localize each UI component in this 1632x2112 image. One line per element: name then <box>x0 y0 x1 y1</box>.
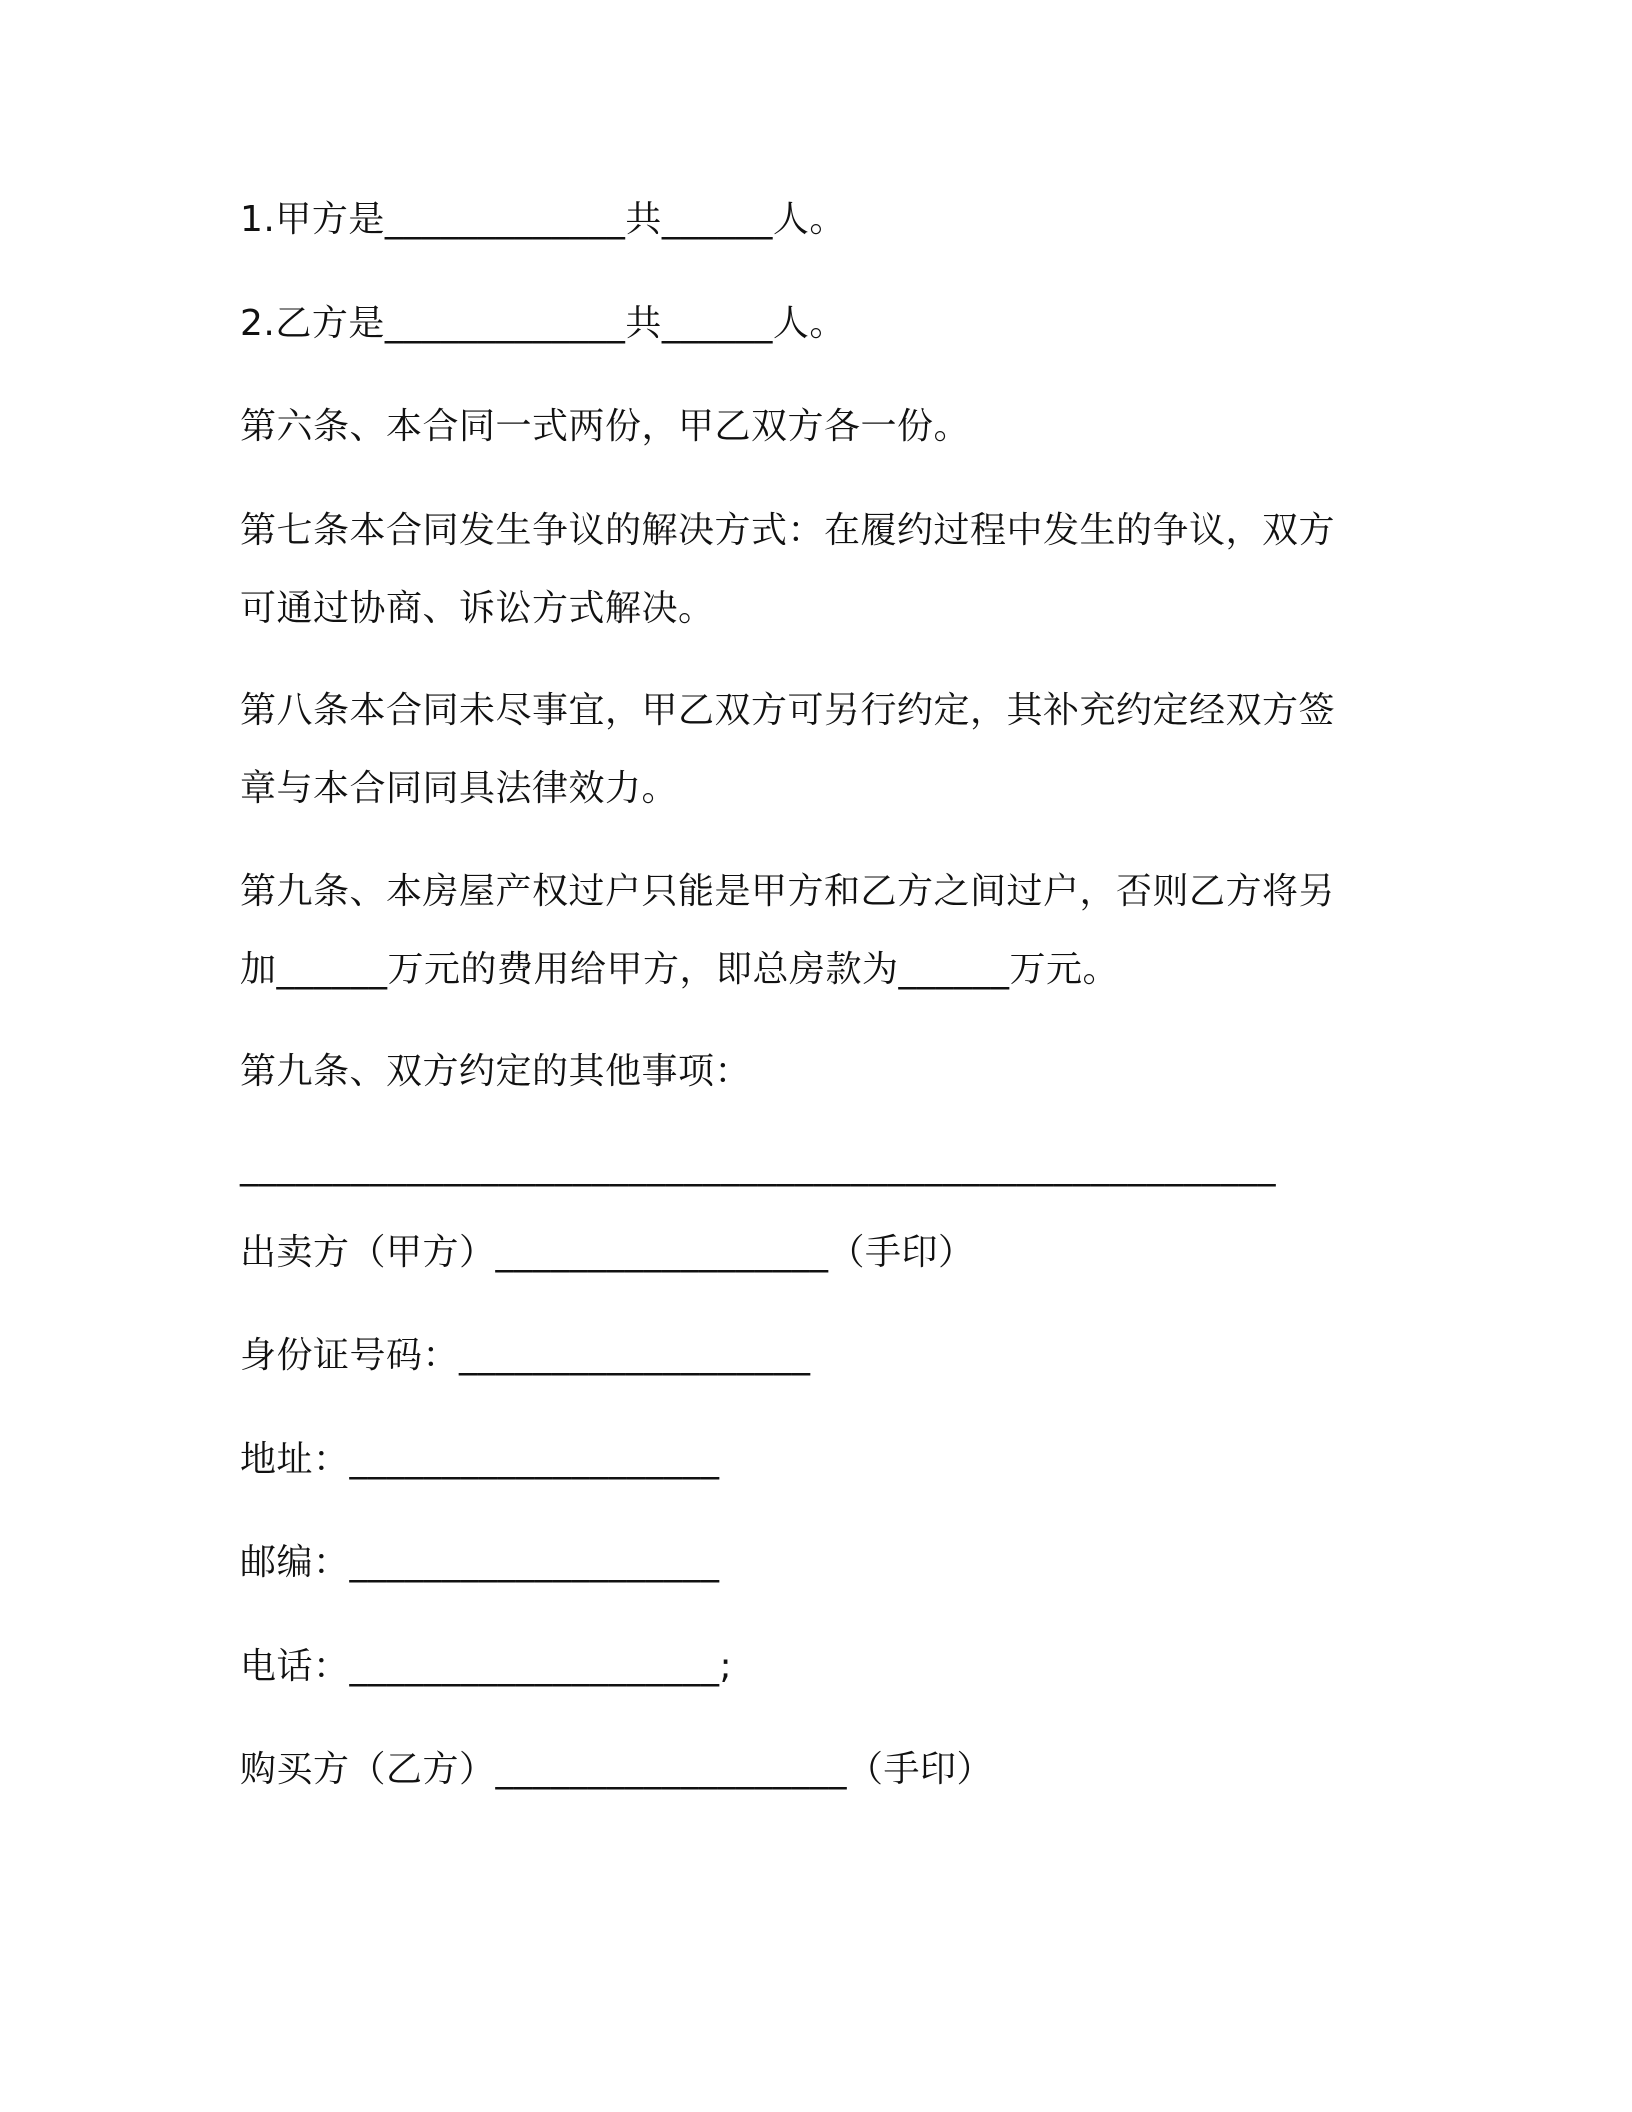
article-7-line-1: 第七条本合同发生争议的解决方式：在履约过程中发生的争议，双方 <box>240 510 1336 551</box>
phone-line: 电话：____________________; <box>240 1646 733 1687</box>
article-8-line-2: 章与本合同同具法律效力。 <box>240 768 679 809</box>
buyer-signature-line: 购买方（乙方）___________________（手印） <box>240 1749 994 1790</box>
article-8-line-1: 第八条本合同未尽事宜，甲乙双方可另行约定，其补充约定经双方签 <box>240 690 1336 731</box>
address-line: 地址：____________________ <box>240 1439 720 1480</box>
article-7-line-2: 可通过协商、诉讼方式解决。 <box>240 588 715 629</box>
id-number-line: 身份证号码：___________________ <box>240 1335 811 1376</box>
article-9-transfer-line-2: 加______万元的费用给甲方，即总房款为______万元。 <box>240 949 1120 990</box>
article-6-line: 第六条、本合同一式两份，甲乙双方各一份。 <box>240 406 971 447</box>
postcode-line: 邮编：____________________ <box>240 1542 720 1583</box>
article-9-other-matters-line: 第九条、双方约定的其他事项： <box>240 1051 752 1092</box>
other-matters-blank-line: ________________________________________________________ <box>240 1146 1276 1187</box>
article-9-transfer-line-1: 第九条、本房屋产权过户只能是甲方和乙方之间过户，否则乙方将另 <box>240 871 1336 912</box>
party-a-count-line: 1.甲方是_____________共______人。 <box>240 199 846 240</box>
seller-signature-line: 出卖方（甲方）__________________（手印） <box>240 1232 975 1273</box>
party-b-count-line: 2.乙方是_____________共______人。 <box>240 303 846 344</box>
